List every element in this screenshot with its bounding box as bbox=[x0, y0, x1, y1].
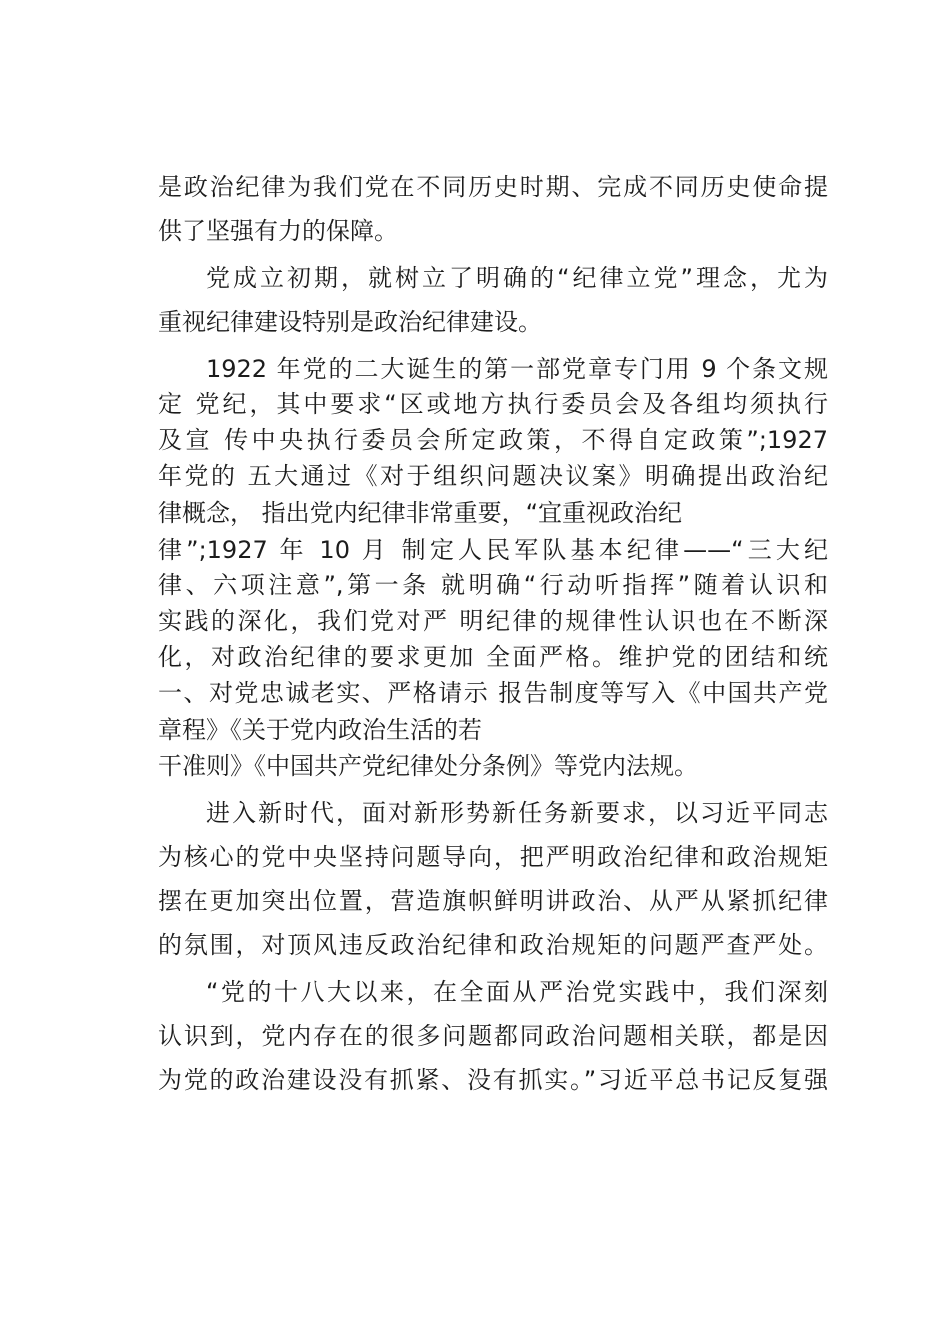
text-line: 定 党纪，其中要求“区或地方执行委员会及各组均须执行 bbox=[158, 390, 828, 418]
text-line: 摆在更加突出位置，营造旗帜鲜明讲政治、从严从紧抓纪律 bbox=[158, 887, 828, 915]
text-line: 化，对政治纪律的要求更加 全面严格。维护党的团结和统 bbox=[158, 643, 828, 671]
text-line: 干准则》《中国共产党纪律处分条例》等党内法规。 bbox=[158, 752, 698, 780]
text-line: 律、六项注意”,第一条 就明确“行动听指挥”随着认识和 bbox=[158, 571, 828, 599]
text-line: 认识到，党内存在的很多问题都同政治问题相关联，都是因 bbox=[158, 1022, 828, 1050]
text-line: 的氛围，对顶风违反政治纪律和政治规矩的问题严查严处。 bbox=[158, 931, 828, 959]
text-line: 年党的 五大通过《对于组织问题决议案》明确提出政治纪 bbox=[158, 462, 828, 490]
text-line: 党成立初期，就树立了明确的“纪律立党”理念，尤为 bbox=[206, 264, 828, 292]
text-line: 进入新时代，面对新形势新任务新要求，以习近平同志 bbox=[206, 799, 828, 827]
text-line: 章程》《关于党内政治生活的若 bbox=[158, 716, 482, 744]
text-line: 及宣 传中央执行委员会所定政策，不得自定政策”;1927 bbox=[158, 426, 828, 454]
text-line: 重视纪律建设特别是政治纪律建设。 bbox=[158, 308, 542, 336]
text-line: 一、对党忠诚老实、严格请示 报告制度等写入《中国共产党 bbox=[158, 679, 828, 707]
text-line: 为党的政治建设没有抓紧、没有抓实。”习近平总书记反复强 bbox=[158, 1066, 828, 1094]
text-line: 为核心的党中央坚持问题导向，把严明政治纪律和政治规矩 bbox=[158, 843, 828, 871]
text-line: 是政治纪律为我们党在不同历史时期、完成不同历史使命提 bbox=[158, 173, 828, 201]
text-line: 律”;1927 年 10 月 制定人民军队基本纪律——“三大纪 bbox=[158, 536, 828, 564]
text-line: 实践的深化，我们党对严 明纪律的规律性认识也在不断深 bbox=[158, 607, 828, 635]
text-line: “党的十八大以来，在全面从严治党实践中，我们深刻 bbox=[206, 978, 828, 1006]
text-line: 供了坚强有力的保障。 bbox=[158, 217, 398, 245]
text-line: 1922 年党的二大诞生的第一部党章专门用 9 个条文规 bbox=[206, 355, 828, 383]
text-line: 律概念， 指出党内纪律非常重要，“宜重视政治纪 bbox=[158, 499, 683, 527]
